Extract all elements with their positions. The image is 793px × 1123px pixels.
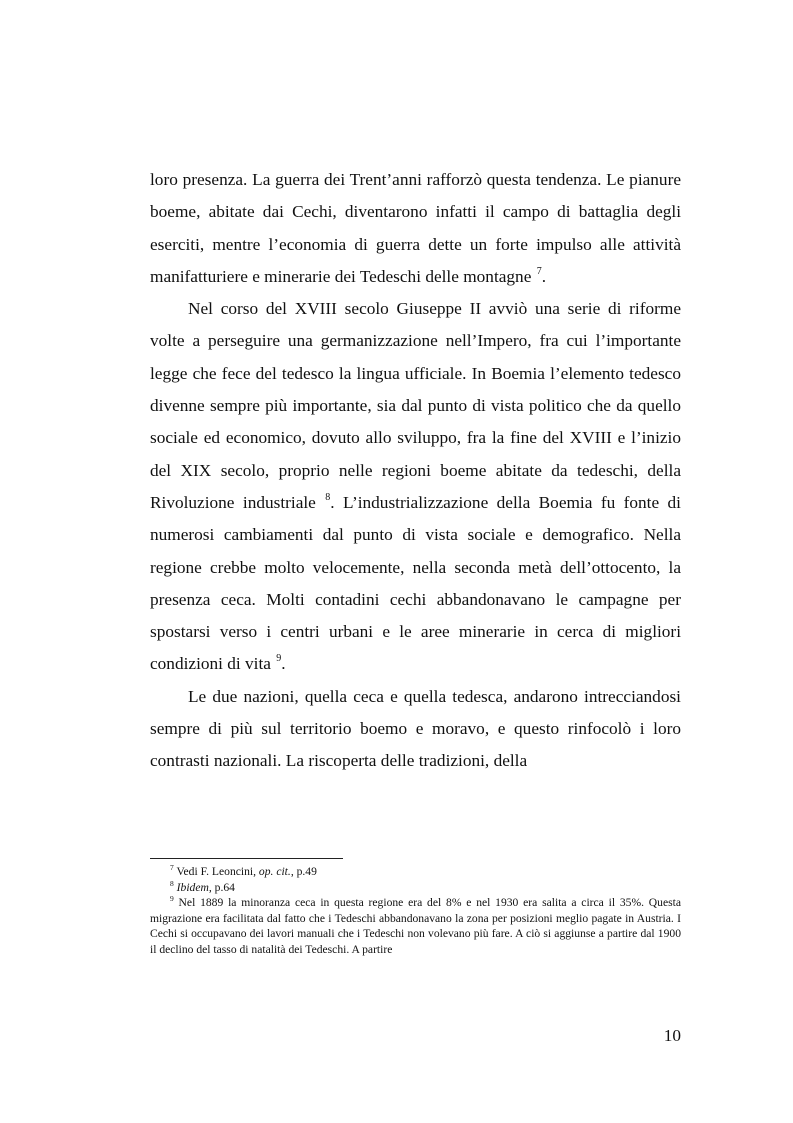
main-text bbox=[150, 164, 681, 778]
footnote-8-italic: Ibidem, bbox=[176, 880, 212, 894]
footnote-ref-8[interactable]: 8 bbox=[325, 491, 331, 503]
footnote-ref-7[interactable]: 7 bbox=[536, 265, 542, 277]
footnote-8 bbox=[150, 880, 681, 896]
paragraph-2-text-b: . L’industrializzazione della Boemia fu fonte di numerosi cambiamenti dal punto di vista sociale e demografico. Nella regione crebbe molto velocemente, nella seconda metà dell’ottocento, la presenza ceca. Molti contadini cechi abbandonavano le campagne per spostarsi verso i centri urbani e le aree minerarie in cerca di migliori condizioni di vita bbox=[150, 492, 681, 674]
paragraph-2-tail: . bbox=[281, 654, 286, 674]
footnote-8-after: p.64 bbox=[211, 880, 235, 894]
paragraph-3 bbox=[150, 681, 681, 778]
footnote-7 bbox=[150, 864, 681, 880]
footnote-9-text: Nel 1889 la minoranza ceca in questa regione era del 8% e nel 1930 era salita a circa il 35%. Questa migrazione era facilitata dal fatto che i Tedeschi abbandonavano la zona per posizioni meglio pagate in Austria. I Cechi si occupavano dei lavori manuali che i Tedeschi non volevano più fare. A ciò si aggiunse a partire dal 1900 il declino del tasso di natalità dei Tedeschi. A partire bbox=[150, 896, 681, 956]
paragraph-1-tail: . bbox=[541, 266, 547, 286]
footnote-7-italic: op. cit. bbox=[258, 865, 291, 878]
footnote-ref-9[interactable]: 9 bbox=[276, 653, 282, 665]
paragraph-3-text: Le due nazioni, quella ceca e quella tedesca, andarono intrecciandosi sempre di più sul territorio boemo e moravo, e questo rinfocolò i loro contrasti nazionali. La riscoperta delle tradizioni, della bbox=[150, 686, 681, 771]
footnote-7-before: Vedi F. Leoncini, bbox=[176, 865, 259, 878]
footnote-divider bbox=[150, 858, 343, 859]
page-number: 10 bbox=[663, 1026, 681, 1045]
paragraph-1-text: loro presenza. La guerra dei Trent’anni rafforzò questa tendenza. Le pianure boeme, abitate dai Cechi, diventarono infatti il campo di battaglia degli eserciti, mentre l’economia di guerra dette un forte impulso alle attività manifatturiere e minerarie dei Tedeschi delle montagne bbox=[150, 170, 681, 286]
paragraph-2 bbox=[150, 293, 681, 681]
paragraph-2-text-a: Nel corso del XVIII secolo Giuseppe II avviò una serie di riforme volte a perseguire una germanizzazione nell’Impero, fra cui l’importante legge che fece del tedesco la lingua ufficiale. In Boemia l’elemento tedesco divenne sempre più importante, sia dal punto di vista politico che da quello sociale ed economico, dovuto allo sviluppo, fra la fine del XVIII e l’inizio del XIX secolo, proprio nelle regioni boeme abitate da tedeschi, della Rivoluzione industriale bbox=[150, 299, 681, 512]
footnote-9-number: 9 bbox=[170, 894, 174, 903]
footnotes bbox=[150, 864, 681, 957]
footnote-7-number: 7 bbox=[170, 863, 174, 872]
footnote-8-number: 8 bbox=[170, 878, 174, 888]
footnote-9 bbox=[150, 895, 681, 957]
footnote-7-after: , p.49 bbox=[290, 865, 317, 878]
paragraph-1 bbox=[150, 164, 681, 293]
